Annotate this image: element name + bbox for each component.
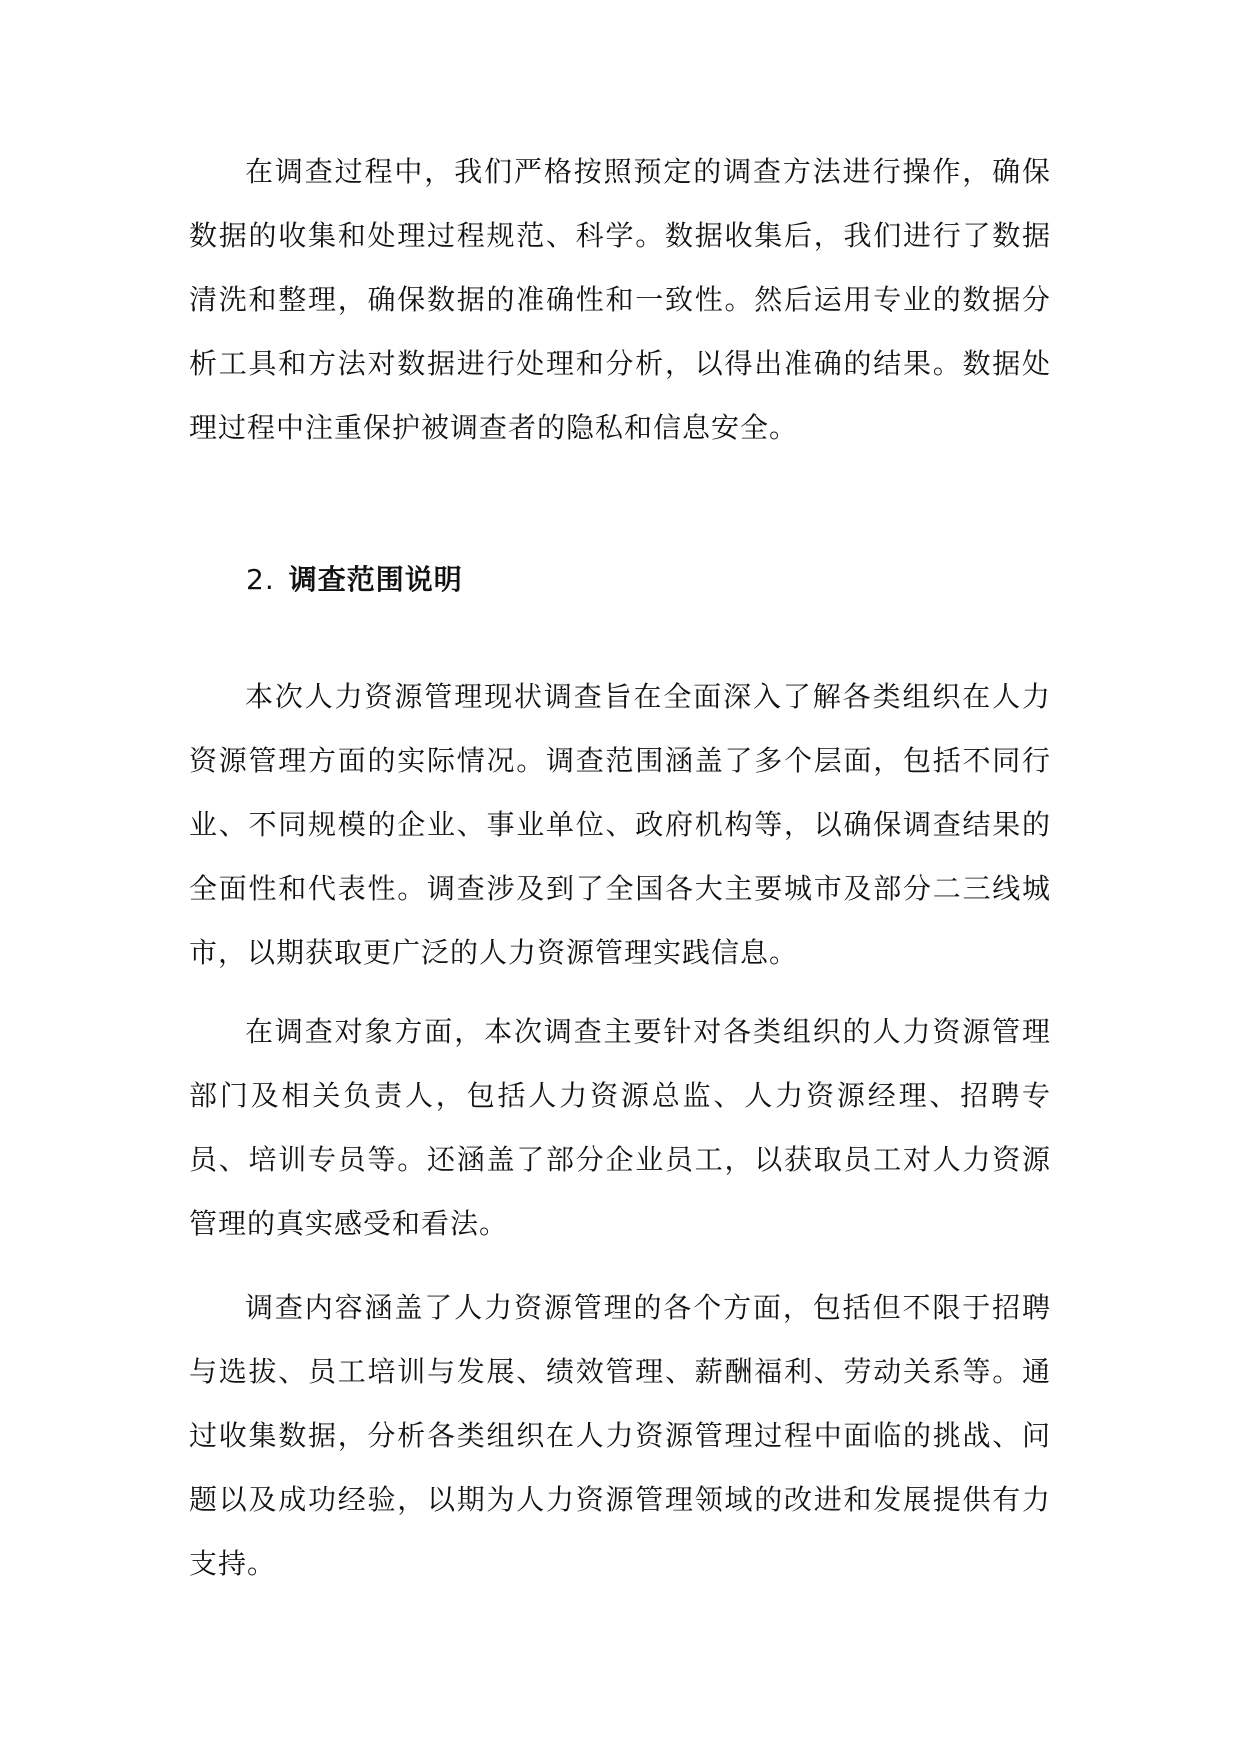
paragraph-survey-scope: 本次人力资源管理现状调查旨在全面深入了解各类组织在人力资源管理方面的实际情况。调查范围涵盖了多个层面，包括不同行业、不同规模的企业、事业单位、政府机构等，以确保调查结果的全面性和代表性。调查涉及到了全国各大主要城市及部分二三线城市，以期获取更广泛的人力资源管理实践信息。 — [189, 680, 1051, 969]
paragraph-survey-process: 在调查过程中，我们严格按照预定的调查方法进行操作，确保数据的收集和处理过程规范、科学。数据收集后，我们进行了数据清洗和整理，确保数据的准确性和一致性。然后运用专业的数据分析工具和方法对数据进行处理和分析，以得出准确的结果。数据处理过程中注重保护被调查者的隐私和信息安全。 — [189, 155, 1051, 444]
paragraph-survey-subjects: 在调查对象方面，本次调查主要针对各类组织的人力资源管理部门及相关负责人，包括人力资源总监、人力资源经理、招聘专员、培训专员等。还涵盖了部分企业员工，以获取员工对人力资源管理的真实感受和看法。 — [189, 1015, 1051, 1240]
paragraph-survey-content: 调查内容涵盖了人力资源管理的各个方面，包括但不限于招聘与选拔、员工培训与发展、绩效管理、薪酬福利、劳动关系等。通过收集数据，分析各类组织在人力资源管理过程中面临的挑战、问题以及成功经验，以期为人力资源管理领域的改进和发展提供有力支持。 — [189, 1291, 1051, 1580]
section-heading — [246, 555, 463, 605]
section-title: 调查范围说明 — [288, 563, 463, 596]
section-number: 2. — [246, 563, 275, 596]
